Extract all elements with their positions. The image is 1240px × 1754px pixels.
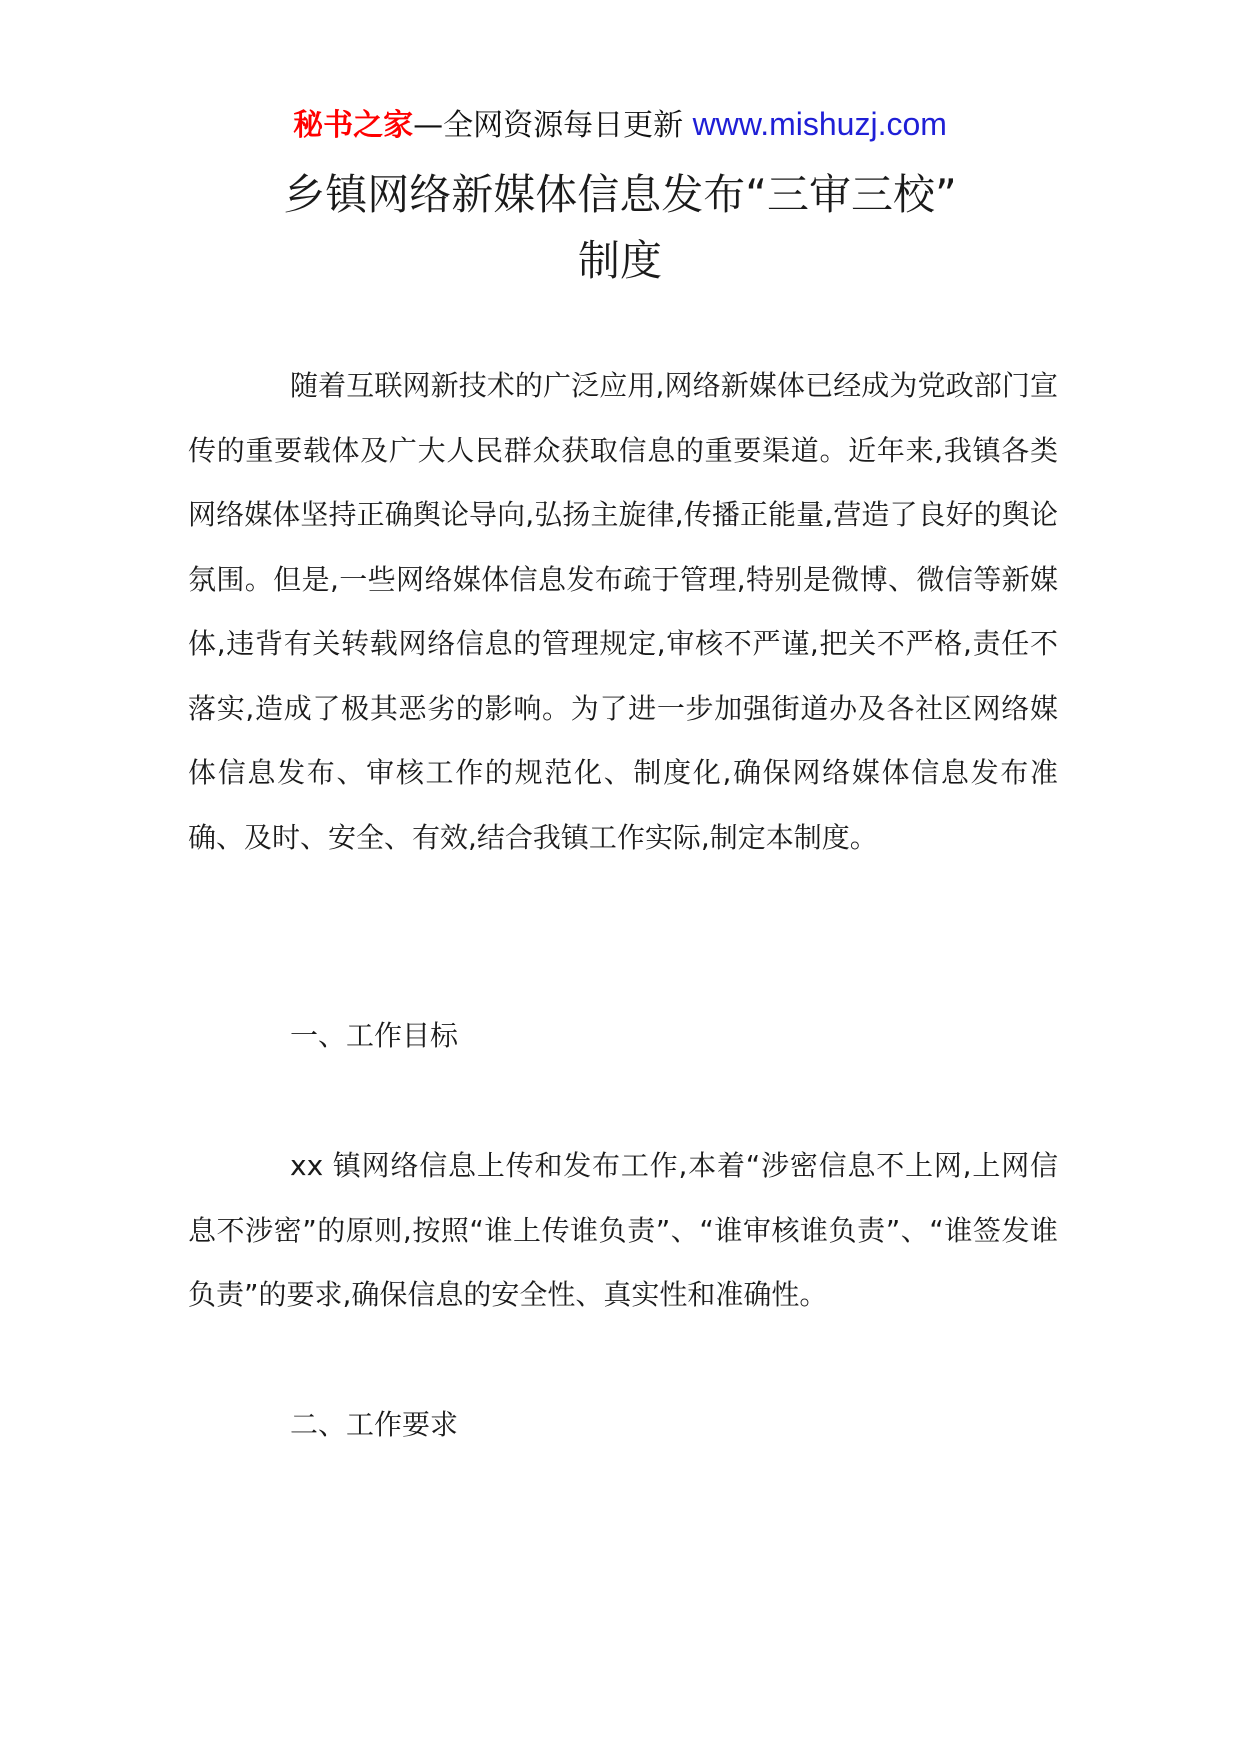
intro-paragraph-block: [188, 354, 1058, 870]
section1-paragraph: xx 镇网络信息上传和发布工作,本着“涉密信息不上网,上网信息不涉密”的原则,按照“谁上传谁负责”、“谁审核谁负责”、“谁签发谁负责”的要求,确保信息的安全性、真实性和准确性。: [188, 1149, 1058, 1311]
title-line-1: 乡镇网络新媒体信息发布“三审三校”: [283, 170, 957, 219]
intro-paragraph: 随着互联网新技术的广泛应用,网络新媒体已经成为党政部门宣传的重要载体及广大人民群众获取信息的重要渠道。近年来,我镇各类网络媒体坚持正确舆论导向,弘扬主旋律,传播正能量,营造了良好的舆论氛围。但是,一些网络媒体信息发布疏于管理,特别是微博、微信等新媒体,违背有关转载网络信息的管理规定,审核不严谨,把关不严格,责任不落实,造成了极其恶劣的影响。为了进一步加强街道办及各社区网络媒体信息发布、审核工作的规范化、制度化,确保网络媒体信息发布准确、及时、安全、有效,结合我镇工作实际,制定本制度。: [188, 369, 1058, 854]
section-heading-1: 一、工作目标: [290, 1019, 459, 1052]
brand-name: 秘书之家: [293, 108, 414, 143]
section-heading-2: 二、工作要求: [290, 1408, 459, 1441]
document-title: [0, 162, 1240, 294]
title-line-2: 制度: [577, 236, 662, 285]
section1-paragraph-block: [188, 1134, 1058, 1328]
site-url-link[interactable]: www.mishuzj.com: [692, 106, 947, 142]
header-tagline: —全网资源每日更新: [413, 108, 693, 143]
site-header: [0, 104, 1240, 146]
